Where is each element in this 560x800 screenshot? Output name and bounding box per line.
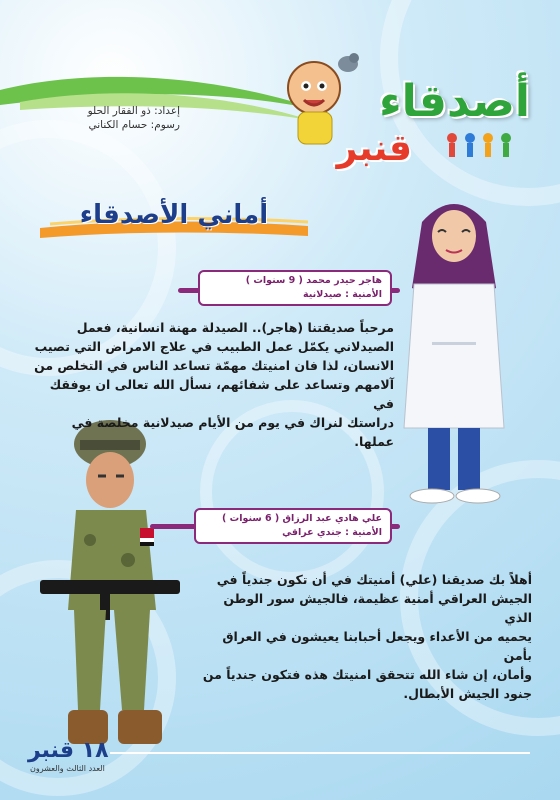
- credit-illustrator: رسوم: حسام الكناني: [88, 119, 180, 131]
- page-title: أماني الأصدقاء: [79, 200, 269, 230]
- logo-title: أصدقاء: [379, 76, 530, 127]
- profile-name-soldier: علي هادي عبد الرزاق ( 6 سنوات ): [222, 513, 382, 524]
- profile-wish-pharmacist: الأمنية : صيدلانية: [303, 289, 382, 300]
- pharmacist-girl-illustration: [392, 192, 516, 508]
- credits: [20, 104, 180, 132]
- footer-divider: [110, 752, 530, 754]
- profile-wish-soldier: الأمنية : جندي عراقي: [282, 527, 382, 538]
- footer-page-label: ١٨ قنبر: [28, 738, 109, 763]
- magazine-logo: [268, 40, 538, 170]
- credit-author: إعداد: ذو الفقار الحلو: [87, 105, 180, 117]
- soldier-boy-illustration: [40, 410, 190, 760]
- footer-issue: العدد الثالث والعشرون: [30, 764, 105, 773]
- logo-subtitle: قنبر: [336, 128, 412, 169]
- profile-box-soldier: [194, 508, 392, 544]
- profile-box-pharmacist: [198, 270, 392, 306]
- paragraph-pharmacist: مرحباً صديقتنا (هاجر).. الصيدلة مهنة انسانية، فعمل الصيدلاني يكمّل عمل الطبيب في علاج الامراض التي تصيب الانسان، لذا فان امنيتك مهمّة تساعد الناس في التخلص من آلامهم وتساعد على شفائهم، نسأل الله تعالى ان يوفقك في دراستك لنراك في يوم من الأيام صيدلانية مخلصة في عملها.: [34, 320, 394, 449]
- profile-name-pharmacist: هاجر حيدر محمد ( 9 سنوات ): [245, 275, 382, 286]
- paragraph-soldier: أهلاً بك صديقنا (علي) أمنيتك في أن تكون جندياً في الجيش العراقي أمنية عظيمة، فالجيش سور الوطن الذي يحميه من الأعداء ويجعل أحبابنا يعيشون في العراق بأمن وأمان، إن شاء الله تتحقق امنيتك هذه فتكون جندياً من جنود الجيش الأبطال.: [202, 572, 532, 701]
